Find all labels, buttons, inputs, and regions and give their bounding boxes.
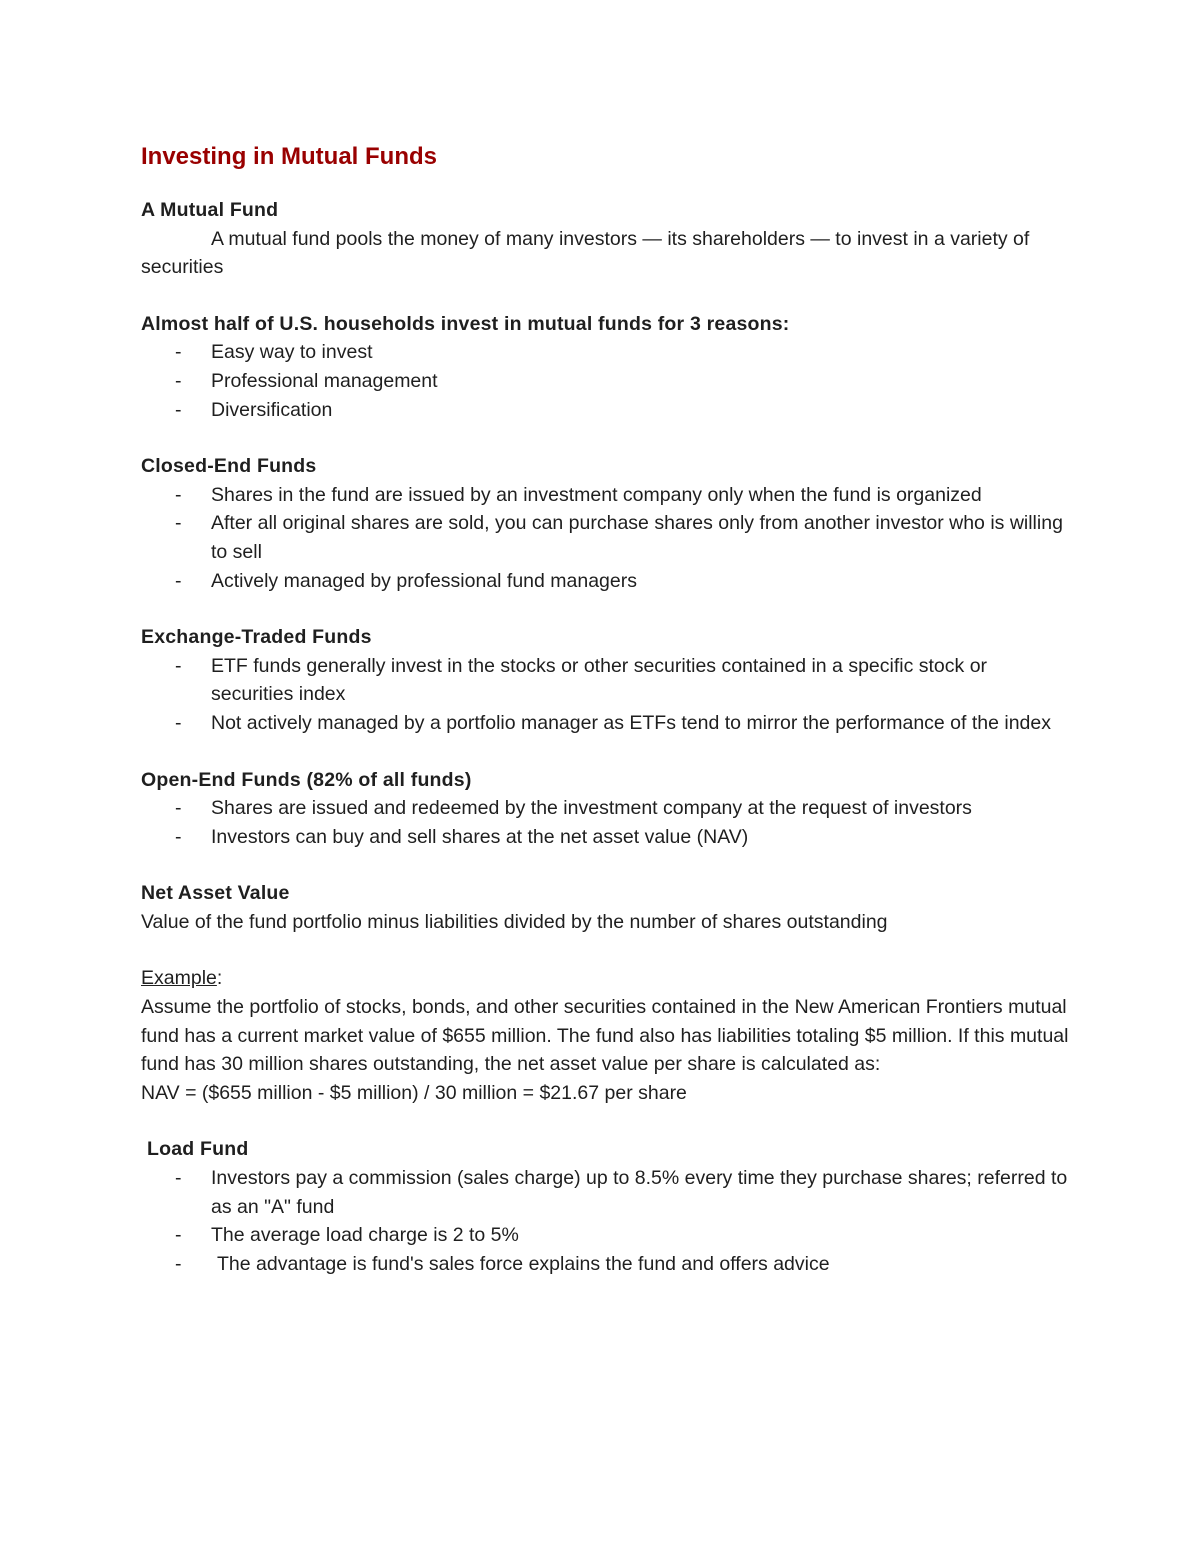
- list-item: - Investors can buy and sell shares at the net asset value (NAV): [141, 823, 1071, 852]
- open-end-list: [141, 794, 1071, 851]
- section-heading-households: Almost half of U.S. households invest in mutual funds for 3 reasons:: [141, 312, 790, 335]
- section-example: [141, 964, 1071, 1107]
- document-page: [141, 138, 1071, 1278]
- section-closed-end: [141, 452, 1071, 595]
- section-heading-load-fund: Load Fund: [147, 1138, 249, 1161]
- example-label-line: [141, 964, 1071, 993]
- dash-bullet: -: [175, 1252, 182, 1275]
- dash-bullet: -: [175, 654, 182, 677]
- list-item: - The average load charge is 2 to 5%: [141, 1221, 1071, 1250]
- list-item: - ETF funds generally invest in the stocks or other securities contained in a specific stock or securities index: [141, 652, 1071, 709]
- section-mutual-fund: [141, 196, 1071, 282]
- nav-formula: NAV = ($655 million - $5 million) / 30 million = $21.67 per share: [141, 1081, 687, 1104]
- etf-list: [141, 652, 1071, 738]
- list-item: - After all original shares are sold, you can purchase shares only from another investor who is willing to sell: [141, 509, 1071, 566]
- list-item: - Shares are issued and redeemed by the investment company at the request of investors: [141, 794, 1071, 823]
- list-item: - Not actively managed by a portfolio manager as ETFs tend to mirror the performance of the index: [141, 709, 1071, 738]
- closed-end-list: [141, 481, 1071, 595]
- dash-bullet: -: [175, 825, 182, 848]
- mutual-fund-definition: A mutual fund pools the money of many investors — its shareholders — to invest in a variety of securities: [141, 227, 1030, 279]
- section-load-fund: [141, 1135, 1071, 1278]
- dash-bullet: -: [175, 569, 182, 592]
- section-net-asset-value: [141, 879, 1071, 936]
- section-heading-closed-end: Closed-End Funds: [141, 455, 317, 478]
- dash-bullet: -: [175, 369, 182, 392]
- example-colon: :: [216, 967, 223, 990]
- section-heading-mutual-fund: A Mutual Fund: [141, 199, 279, 221]
- dash-bullet: -: [175, 398, 182, 421]
- list-item: - Easy way to invest: [141, 338, 1071, 367]
- section-households: [141, 310, 1071, 424]
- dash-bullet: -: [175, 483, 182, 506]
- list-item: - Professional management: [141, 367, 1071, 396]
- list-item: - Actively managed by professional fund managers: [141, 567, 1071, 596]
- households-list: [141, 338, 1071, 424]
- dash-bullet: -: [175, 512, 182, 535]
- load-fund-list: [141, 1164, 1071, 1278]
- dash-bullet: -: [175, 797, 182, 820]
- dash-bullet: -: [175, 1224, 182, 1247]
- example-label: Example: [141, 967, 217, 990]
- section-etf: [141, 623, 1071, 737]
- dash-bullet: -: [175, 1167, 182, 1190]
- nav-definition: Value of the fund portfolio minus liabilities divided by the number of shares outstanding: [141, 910, 888, 933]
- example-text: Assume the portfolio of stocks, bonds, and other securities contained in the New American Frontiers mutual fund has a current market value of $655 million. The fund also has liabilities totaling $5 million. If this mutual fund has 30 million shares outstanding, the net asset value per share is calculated as:: [141, 996, 1069, 1076]
- section-heading-etf: Exchange-Traded Funds: [141, 626, 372, 649]
- list-item: - The advantage is fund's sales force explains the fund and offers advice: [141, 1250, 1071, 1279]
- dash-bullet: -: [175, 711, 182, 734]
- section-heading-open-end: Open-End Funds (82% of all funds): [141, 768, 472, 791]
- page-title: Investing in Mutual Funds: [141, 143, 437, 170]
- list-item: - Shares in the fund are issued by an investment company only when the fund is organized: [141, 481, 1071, 510]
- list-item: - Investors pay a commission (sales charge) up to 8.5% every time they purchase shares; referred to as an "A" fund: [141, 1164, 1071, 1221]
- section-heading-nav: Net Asset Value: [141, 882, 290, 905]
- section-open-end: [141, 766, 1071, 852]
- dash-bullet: -: [175, 341, 182, 364]
- list-item: - Diversification: [141, 396, 1071, 425]
